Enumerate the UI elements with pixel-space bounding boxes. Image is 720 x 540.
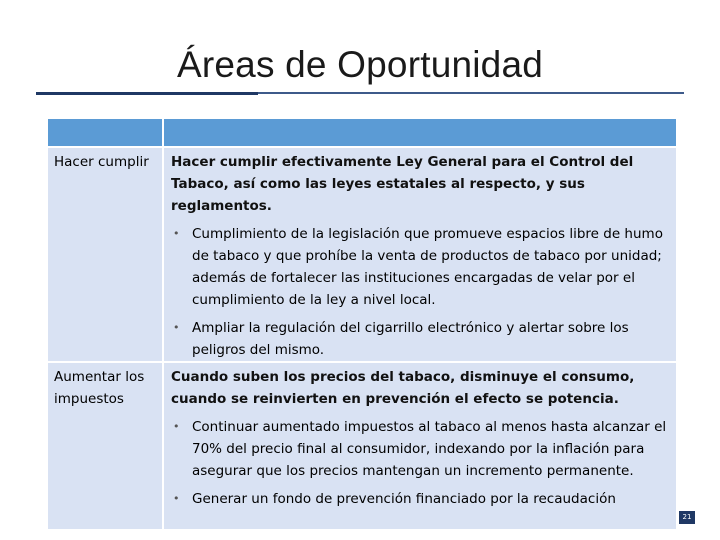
row-label-cell	[47, 147, 163, 362]
row-label: Aumentar los impuestos	[54, 369, 145, 407]
table-header-row	[47, 118, 677, 147]
list-item	[171, 416, 670, 482]
header-cell-2	[163, 118, 677, 147]
bullet-icon: •	[173, 321, 180, 334]
bullet-text: Ampliar la regulación del cigarrillo electrónico y alertar sobre los peligros del mismo.	[192, 320, 629, 358]
table-row-hacer-cumplir	[47, 147, 677, 362]
header-cell-1	[47, 118, 163, 147]
slide-title: Áreas de Oportunidad	[176, 44, 543, 85]
bullet-list	[164, 416, 676, 510]
bullet-icon: •	[173, 420, 180, 433]
bullet-text: Continuar aumentado impuestos al tabaco al menos hasta alcanzar el 70% del precio final al consumidor, indexando por la inflación para asegurar que los precios mantengan un incremento permanente.	[192, 419, 667, 479]
title-divider-accent	[36, 92, 258, 95]
list-item	[171, 317, 670, 361]
row-lead-text: Hacer cumplir efectivamente Ley General para el Control del Tabaco, así como las leyes estatales al respecto, y sus reglamentos.	[171, 154, 634, 214]
row-label-cell	[47, 362, 163, 530]
opportunity-table	[46, 117, 678, 531]
page-number: 21	[679, 511, 695, 524]
bullet-text: Cumplimiento de la legislación que promueve espacios libre de humo de tabaco y que prohíbe la venta de productos de tabaco por unidad; además de fortalecer las instituciones encargadas de velar por el cumplimiento de la ley a nivel local.	[192, 226, 663, 308]
bullet-text: Generar un fondo de prevención financiado por la recaudación	[192, 491, 616, 507]
row-lead-text: Cuando suben los precios del tabaco, disminuye el consumo, cuando se reinvierten en prevención el efecto se potencia.	[171, 369, 635, 407]
bullet-icon: •	[173, 492, 180, 505]
bullet-icon: •	[173, 227, 180, 240]
row-content-cell	[163, 362, 677, 530]
row-label: Hacer cumplir	[54, 154, 149, 170]
list-item	[171, 488, 670, 510]
row-content-cell	[163, 147, 677, 362]
list-item	[171, 223, 670, 311]
table-row-aumentar-impuestos	[47, 362, 677, 530]
bullet-list	[164, 223, 676, 361]
